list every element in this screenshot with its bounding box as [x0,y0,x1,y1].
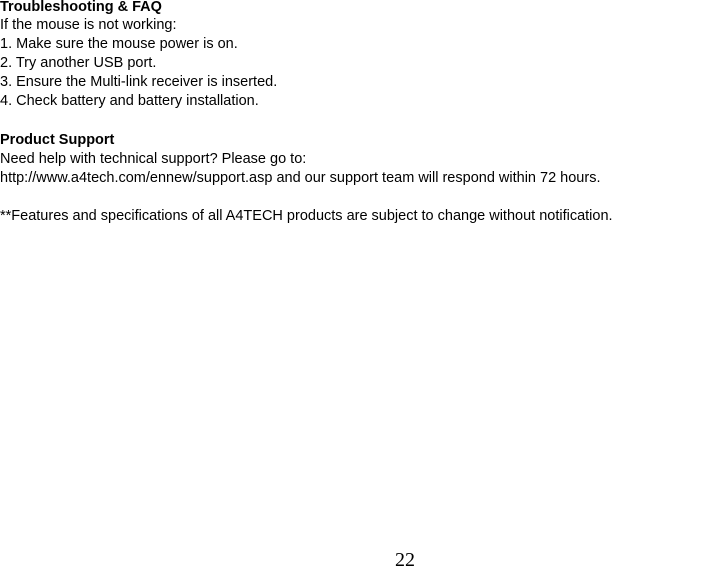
troubleshooting-step-1: 1. Make sure the mouse power is on. [0,36,238,52]
troubleshooting-step-4: 4. Check battery and battery installation. [0,93,259,109]
support-url-text: http://www.a4tech.com/ennew/support.asp and our support team will respond within 72 hours. [0,170,601,186]
page-number: 22 [395,549,415,571]
troubleshooting-step-3: 3. Ensure the Multi-link receiver is inserted. [0,74,278,90]
troubleshooting-step-2: 2. Try another USB port. [0,55,157,71]
troubleshooting-heading: Troubleshooting & FAQ [0,0,162,15]
troubleshooting-intro: If the mouse is not working: [0,17,177,33]
product-support-text: Need help with technical support? Please go to: [0,151,307,167]
specification-notice: **Features and specifications of all A4TECH products are subject to change without notification. [0,208,613,224]
product-support-heading: Product Support [0,132,115,148]
